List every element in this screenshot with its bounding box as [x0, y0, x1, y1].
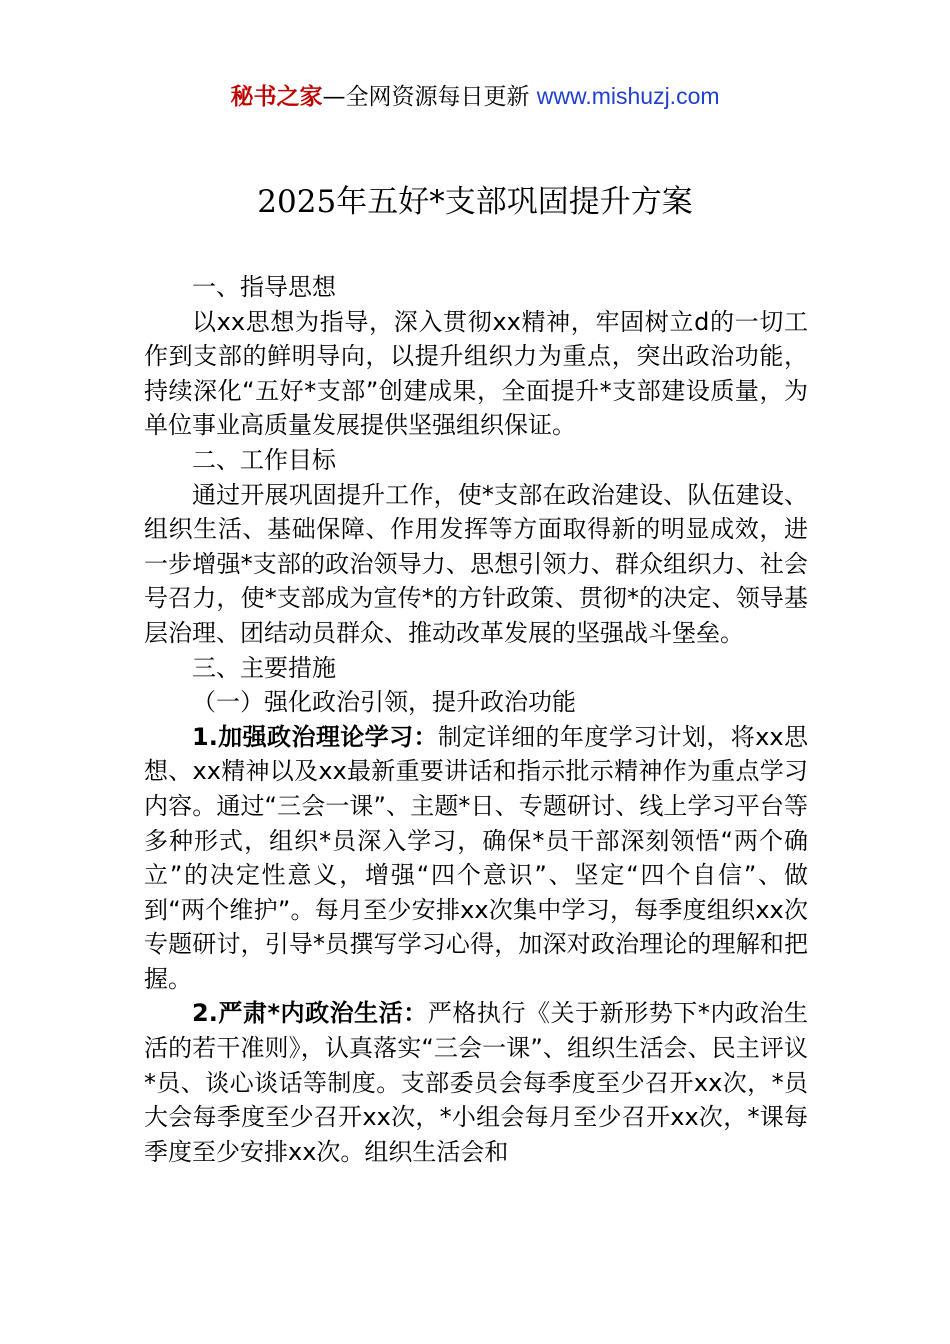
document-body: [144, 270, 808, 1169]
measure-item-1-lead: 1.加强政治理论学习：: [192, 722, 438, 751]
section-heading-2: 二、工作目标: [192, 445, 336, 474]
paragraph-guiding-thought: 以xx思想为指导，深入贯彻xx精神，牢固树立d的一切工作到支部的鲜明导向，以提升组织力为重点，突出政治功能，持续深化“五好*支部”创建成果，全面提升*支部建设质量，为单位事业高质量发展提供坚强组织保证。: [144, 307, 808, 440]
measure-item-2: [144, 996, 808, 1169]
measure-item-1: [144, 720, 808, 997]
measure-item-1-text: 制定详细的年度学习计划，将xx思想、xx精神以及xx最新重要讲话和指示批示精神作为重点学习内容。通过“三会一课”、主题*日、专题研讨、线上学习平台等多种形式，组织*员深入学习，确保*员干部深刻领悟“两个确立”的决定性意义，增强“四个意识”、坚定“四个自信”、做到“两个维护”。每月至少安排xx次集中学习，每季度组织xx次专题研讨，引导*员撰写学习心得，加深对政治理论的理解和把握。: [144, 722, 808, 993]
site-tagline: —全网资源每日更新: [322, 84, 537, 110]
site-banner: [0, 80, 950, 113]
subsection-heading-1: （一）强化政治引领，提升政治功能: [192, 688, 576, 717]
measure-item-2-text: 严格执行《关于新形势下*内政治生活的若干准则》，认真落实“三会一课”、组织生活会、民主评议*员、谈心谈话等制度。支部委员会每季度至少召开xx次，*员大会每季度至少召开xx次，*小组会每月至少召开xx次，*课每季度至少安排xx次。组织生活会和: [144, 999, 809, 1166]
section-heading-1: 一、指导思想: [192, 273, 336, 301]
site-brand: 秘书之家: [230, 84, 323, 110]
document-title: 2025年五好*支部巩固提升方案: [257, 184, 693, 220]
paragraph-work-goals: 通过开展巩固提升工作，使*支部在政治建设、队伍建设、组织生活、基础保障、作用发挥等方面取得新的明显成效，进一步增强*支部的政治领导力、思想引领力、群众组织力、社会号召力，使*支部成为宣传*的方针政策、贯彻*的决定、领导基层治理、团结动员群众、推动改革发展的坚强战斗堡垒。: [144, 480, 808, 647]
site-url-link[interactable]: www.mishuzj.com: [536, 83, 720, 109]
section-heading-3: 三、主要措施: [192, 653, 336, 682]
measure-item-2-lead: 2.严肃*内政治生活：: [192, 999, 428, 1028]
